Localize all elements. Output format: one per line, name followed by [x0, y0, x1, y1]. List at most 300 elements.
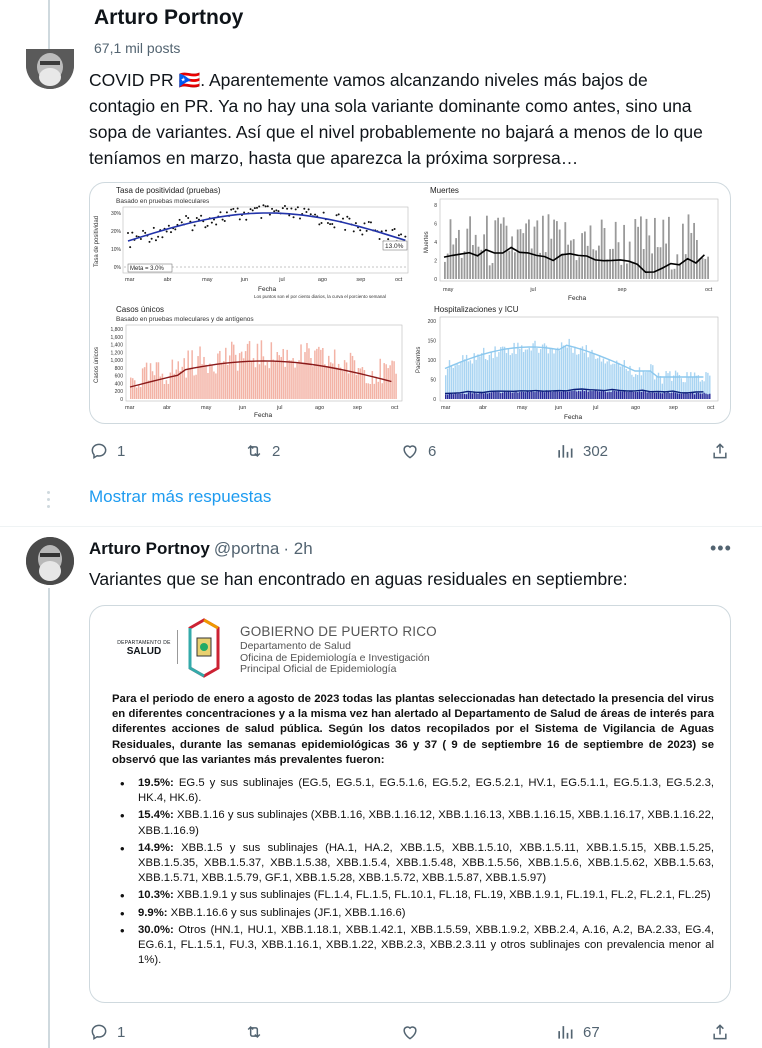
p4-icu-bar	[662, 393, 663, 399]
p1-last: 13.0%	[385, 243, 404, 250]
p3-bar	[235, 355, 237, 399]
p1-point	[385, 230, 387, 232]
p1-point	[299, 218, 301, 220]
p4-tick: oct	[707, 405, 715, 411]
p3-bar	[332, 363, 334, 399]
p4-icu-bar	[690, 393, 691, 399]
p2-bar	[699, 258, 701, 279]
p1-tick: may	[202, 277, 213, 283]
p3-bar	[164, 384, 166, 399]
repost-icon	[244, 441, 264, 461]
p2-bar	[668, 217, 670, 279]
p3-bar	[304, 352, 306, 399]
p4-icu-bar	[447, 395, 448, 399]
p4-icu-bar	[616, 391, 617, 399]
p3-ytick: 0	[120, 397, 123, 403]
p2-bar	[578, 257, 580, 279]
p1-point	[140, 238, 142, 240]
p3-bar	[237, 371, 239, 399]
p4-icu-bar	[684, 393, 685, 399]
p1-point	[207, 225, 209, 227]
p4-ytick: 200	[427, 319, 436, 325]
p4-icu-bar	[548, 391, 549, 399]
p3-bar	[172, 360, 174, 399]
p1-point	[282, 207, 284, 209]
p3-bar	[372, 371, 374, 399]
p1-point	[336, 214, 338, 216]
p4-icu-bar	[481, 393, 482, 399]
p1-point	[219, 211, 221, 213]
p4-icu-bar	[593, 391, 594, 399]
chart-image[interactable]	[89, 182, 731, 424]
p3-ytick: 1,200	[110, 350, 123, 357]
p3-ytick: 800	[114, 365, 123, 372]
p1-point	[142, 230, 144, 232]
p4-icu-bar	[591, 391, 592, 399]
p3-bar	[265, 365, 267, 399]
p3-bar	[340, 368, 342, 399]
p3-bar	[385, 364, 387, 399]
views-count: 67	[583, 1023, 600, 1041]
p1-point	[245, 219, 247, 221]
p4-icu-bar	[529, 392, 530, 399]
p3-bar	[288, 360, 290, 399]
p1-tick: jul	[279, 277, 285, 283]
p3-bar	[356, 375, 358, 399]
p3-bar	[251, 361, 253, 399]
p4-icu-bar	[519, 392, 520, 399]
p4-icu-bar	[456, 394, 457, 399]
p3-bar	[247, 344, 249, 399]
p1-point	[168, 225, 170, 227]
p1-point	[166, 231, 168, 233]
p2-bar	[464, 251, 466, 279]
p2-bar	[520, 229, 522, 279]
p4-icu-bar	[656, 393, 657, 399]
p4-icu-bar	[692, 393, 693, 399]
p4-icu-bar	[610, 392, 611, 399]
p2-bar	[492, 263, 494, 279]
p3-bar	[178, 361, 180, 399]
p4-icu-bar	[586, 390, 587, 399]
p2-bar	[643, 249, 645, 279]
p2-bar	[679, 264, 681, 279]
p4-bar	[460, 362, 461, 399]
p1-point	[314, 214, 316, 216]
p3-bar	[290, 360, 292, 399]
p4-icu-bar	[523, 392, 524, 399]
p3-bar	[350, 353, 352, 399]
p4-ytick: 150	[427, 338, 436, 345]
p1-point	[327, 222, 329, 224]
p2-bar	[604, 228, 606, 279]
p2-bar	[637, 227, 639, 279]
p4-icu-bar	[582, 390, 583, 399]
p3-bar	[282, 349, 284, 399]
p4-icu-bar	[669, 393, 670, 399]
p4-icu-bar	[508, 391, 509, 399]
p1-xlabel: Fecha	[258, 286, 277, 293]
p1-point	[265, 205, 267, 207]
p4-icu-bar	[622, 392, 623, 399]
p1-point	[230, 209, 232, 211]
p3-bar	[277, 352, 279, 399]
p4-icu-bar	[504, 391, 505, 399]
p2-bar	[553, 220, 555, 279]
p1-point	[226, 211, 228, 213]
p3-bar	[138, 385, 140, 399]
covid-charts	[90, 183, 731, 424]
author-name[interactable]: Arturo Portnoy	[89, 539, 210, 558]
gov-line1: Departamento de Salud	[240, 640, 351, 652]
avatar-2[interactable]	[26, 537, 74, 585]
p3-bar	[292, 358, 294, 399]
like-button-2[interactable]	[400, 1022, 428, 1042]
p1-title: Tasa de positividad (pruebas)	[116, 186, 221, 195]
p4-tick: ago	[631, 405, 641, 411]
p2-bar	[450, 219, 452, 279]
gov-title: GOBIERNO DE PUERTO RICO	[240, 624, 437, 639]
share-button[interactable]	[710, 441, 730, 461]
p4-icu-bar	[631, 391, 632, 399]
p3-bar	[132, 378, 134, 399]
p3-bar	[354, 360, 356, 399]
like-button[interactable]	[400, 441, 436, 461]
share-button-2[interactable]	[710, 1022, 730, 1042]
views-button[interactable]	[555, 441, 608, 461]
p4-icu-bar	[681, 394, 682, 399]
gov-lines	[240, 641, 430, 676]
p3-bar	[146, 363, 148, 399]
p4-icu-bar	[705, 394, 706, 399]
p1-point	[323, 212, 325, 214]
p3-ytick: 1,000	[110, 358, 123, 365]
p2-tick: oct	[705, 287, 713, 293]
p3-bar	[344, 360, 346, 399]
p4-ytick: 50	[430, 377, 436, 384]
p1-point	[185, 215, 187, 217]
p1-point	[187, 217, 189, 219]
p3-bar	[195, 375, 197, 399]
p3-bar	[203, 357, 205, 399]
p2-title: Muertes	[430, 186, 459, 195]
divider	[0, 526, 762, 527]
p3-bar	[152, 371, 154, 399]
p3-bar	[255, 367, 256, 399]
reply-button[interactable]	[89, 441, 125, 461]
p3-bar	[286, 350, 288, 399]
p4-icu-bar	[557, 391, 558, 399]
p4-icu-bar	[667, 392, 668, 399]
panel-hosp	[416, 305, 718, 421]
p4-tick: mar	[441, 405, 451, 411]
p2-bar	[623, 225, 625, 279]
p4-icu-bar	[550, 391, 551, 399]
p2-bar	[455, 238, 457, 279]
p1-tick: abr	[163, 277, 172, 283]
p2-bar	[676, 254, 678, 279]
p4-icu-bar	[578, 391, 579, 399]
p4-icu-bar	[665, 393, 666, 399]
p1-point	[174, 228, 176, 230]
p4-icu-bar	[589, 391, 590, 399]
p4-icu-bar	[629, 391, 630, 399]
p4-icu-bar	[703, 393, 704, 399]
p3-bar	[189, 368, 191, 399]
p4-icu-bar	[626, 392, 627, 399]
p1-point	[237, 207, 239, 209]
p4-icu-bar	[460, 394, 461, 399]
p1-point	[318, 223, 320, 225]
p3-bar	[219, 351, 221, 399]
p3-bar	[231, 342, 233, 399]
p3-bar	[136, 388, 138, 399]
p2-bar	[657, 247, 659, 279]
repost-button[interactable]	[244, 441, 280, 461]
p3-bar	[185, 378, 187, 399]
timestamp[interactable]: · 2h	[283, 539, 313, 558]
p3-bar	[383, 363, 385, 399]
p2-bar	[556, 221, 558, 279]
p1-point	[370, 221, 372, 223]
p1-point	[254, 207, 256, 209]
p4-icu-bar	[650, 393, 651, 399]
p4-icu-bar	[470, 392, 471, 399]
p4-icu-bar	[506, 392, 507, 399]
p2-bar	[620, 265, 622, 279]
p3-tick: may	[201, 405, 212, 411]
p4-icu-bar	[563, 391, 564, 399]
p4-icu-bar	[515, 391, 516, 399]
p2-bar	[469, 216, 471, 279]
gov-line3: Principal Oficial de Epidemiología	[240, 663, 397, 675]
p2-bar	[576, 260, 578, 279]
variant-item: • 15.4%: XBB.1.16 y sus sublinajes (XBB.1.16, XBB.1.16.12, XBB.1.16.13, XBB.1.16.15, XBB.1.16.17, XBB.1.16.22, XBB.1.16.9)	[112, 808, 714, 838]
p1-point	[211, 222, 213, 224]
p2-bar	[525, 223, 527, 279]
p2-bar	[517, 229, 519, 279]
p2-ytick: 8	[434, 203, 437, 209]
p3-bar	[296, 363, 298, 399]
p1-point	[391, 229, 393, 231]
thread-line-2	[48, 588, 50, 1048]
p4-icu-bar	[498, 392, 499, 399]
p1-point	[342, 218, 344, 220]
reply-button-2[interactable]	[89, 1022, 125, 1042]
p2-bar	[612, 249, 614, 279]
p4-icu-bar	[445, 395, 446, 399]
p1-point	[222, 219, 224, 221]
p3-bar	[376, 377, 378, 399]
p2-bar	[702, 258, 704, 279]
p1-point	[368, 221, 370, 223]
p2-ylabel: Muertes	[424, 231, 430, 253]
p2-bar	[688, 214, 690, 279]
p2-bar	[497, 218, 499, 279]
views-button-2[interactable]	[555, 1022, 600, 1042]
p1-tick: sep	[356, 277, 366, 283]
p3-bar	[215, 373, 217, 399]
p3-bar	[180, 371, 182, 399]
p1-point	[149, 241, 151, 243]
p3-bar	[306, 343, 308, 399]
p1-point	[136, 235, 138, 237]
p3-bar	[267, 362, 269, 399]
p3-bar	[166, 380, 168, 399]
p3-bar	[334, 350, 336, 399]
p2-bar	[595, 250, 597, 279]
p3-bar	[395, 374, 397, 399]
p1-point	[295, 208, 297, 210]
p2-bar	[634, 219, 636, 279]
p2-bar	[447, 254, 449, 279]
p4-icu-bar	[686, 393, 687, 399]
p4-icu-bar	[500, 393, 501, 399]
p3-bar	[298, 360, 300, 399]
p4-icu-bar	[688, 394, 689, 399]
p4-icu-bar	[643, 391, 644, 399]
p1-point	[258, 205, 260, 207]
p2-bar	[536, 220, 538, 279]
p4-icu-bar	[540, 392, 541, 399]
p4-icu-bar	[502, 393, 503, 399]
repost-button-2[interactable]	[244, 1022, 272, 1042]
p4-icu-bar	[633, 392, 634, 399]
p4-icu-bar	[679, 394, 680, 399]
p3-bar	[320, 350, 322, 399]
avatar[interactable]	[26, 49, 74, 89]
p1-point	[293, 216, 295, 218]
p1-point	[310, 213, 312, 215]
p3-bar	[211, 364, 213, 399]
p2-bar	[606, 259, 608, 279]
document-image[interactable]	[89, 605, 731, 1003]
p3-bar	[225, 348, 227, 399]
p4-bar	[506, 353, 507, 399]
p4-icu-bar	[494, 392, 495, 399]
p1-point	[200, 215, 202, 217]
heart-icon	[400, 1022, 420, 1042]
p3-bar	[280, 357, 282, 399]
p4-tick: jul	[593, 405, 599, 411]
p4-icu-bar	[654, 393, 655, 399]
p1-ytick: 30%	[110, 211, 121, 217]
p1-point	[353, 230, 355, 232]
p4-icu-bar	[612, 390, 613, 399]
p4-icu-bar	[675, 393, 676, 399]
p3-bar	[368, 383, 370, 399]
p4-icu-bar	[475, 393, 476, 399]
reply-icon	[89, 1022, 109, 1042]
p2-bar	[542, 216, 544, 279]
p4-icu-bar	[544, 392, 545, 399]
p2-bar	[640, 216, 642, 279]
avatar-photo-icon	[26, 49, 74, 89]
p2-bar	[651, 253, 653, 279]
p3-bar	[162, 374, 164, 399]
p3-bar	[154, 375, 156, 399]
p1-point	[224, 220, 226, 222]
p3-ylabel: Casos únicos	[94, 346, 100, 383]
gov-line2: Oficina de Epidemiología e Investigación	[240, 651, 430, 664]
p4-bar	[483, 348, 484, 399]
p4-icu-bar	[462, 393, 463, 399]
p1-point	[181, 221, 183, 223]
p4-title: Hospitalizaciones y ICU	[434, 305, 519, 314]
p2-bar	[478, 247, 480, 279]
p2-bar	[570, 240, 572, 279]
p3-bar	[389, 365, 391, 399]
p2-bar	[682, 224, 684, 279]
dept-small: DEPARTAMENTO DE	[117, 640, 171, 646]
p4-icu-bar	[671, 393, 672, 399]
p4-bar	[487, 360, 488, 399]
p4-bar	[464, 359, 465, 399]
variant-item: • 19.5%: EG.5 y sus sublinajes (EG.5, EG.5.1, EG.5.1.6, EG.5.2, EG.5.2.1, HV.1, EG.5.1.1, EG.5.1.3, EG.5.2.3, HK.4, HK.6).	[112, 776, 714, 806]
p1-point	[153, 227, 155, 229]
p4-icu-bar	[510, 392, 511, 399]
p2-bar	[567, 245, 569, 279]
p1-note: Los puntos son el por ciento diarios, la curva el porciento semanal	[254, 294, 386, 299]
p4-icu-bar	[597, 391, 598, 399]
p1-subtitle: Basado en pruebas moleculares	[116, 198, 210, 205]
p3-bar	[387, 368, 389, 399]
p4-icu-bar	[608, 392, 609, 399]
p4-icu-bar	[570, 391, 571, 399]
p3-bar	[213, 372, 215, 399]
p2-bar	[562, 253, 564, 279]
p4-bar	[475, 360, 476, 399]
p4-icu-bar	[468, 392, 469, 399]
p4-icu-bar	[574, 390, 575, 399]
p2-tick: sep	[617, 287, 627, 293]
p4-tick: jun	[555, 405, 563, 411]
p4-icu-bar	[487, 394, 488, 399]
p2-bar	[461, 258, 463, 279]
author-handle[interactable]: @portna	[213, 539, 280, 558]
p4-tick: sep	[669, 405, 678, 411]
p2-bar	[654, 218, 656, 279]
p1-point	[129, 246, 131, 248]
more-options-icon[interactable]: •••	[710, 538, 732, 558]
p1-point	[239, 218, 241, 220]
share-icon	[710, 441, 730, 461]
show-more-replies-link[interactable]: Mostrar más respuestas	[89, 487, 272, 506]
p4-icu-bar	[464, 394, 465, 399]
p3-ytick: 200	[114, 389, 123, 396]
p4-icu-bar	[512, 393, 513, 399]
p3-bar	[233, 345, 235, 399]
p3-bar	[366, 383, 368, 399]
p4-icu-bar	[707, 394, 708, 399]
p1-point	[278, 210, 280, 212]
p2-bar	[592, 249, 594, 279]
p1-point	[260, 217, 262, 219]
p4-icu-bar	[698, 393, 699, 399]
p4-tick: abr	[479, 405, 487, 411]
p1-point	[256, 207, 258, 209]
p4-icu-bar	[483, 394, 484, 399]
p3-bar	[263, 356, 265, 399]
p4-icu-bar	[694, 394, 695, 399]
p1-point	[127, 232, 129, 234]
p4-icu-bar	[645, 391, 646, 399]
p2-tick: may	[443, 287, 454, 293]
p3-bar	[346, 362, 348, 399]
tweet-text: COVID PR 🇵🇷. Aparentemente vamos alcanzando niveles más bajos de contagio en PR. Ya no hay una sola variante dominante como antes, sino una sopa de variantes. Así que el nivel probablemente no bajará a menos de lo que teníamos en marzo, hasta que aparezca la próxima sorpresa…	[89, 70, 703, 168]
p3-bar	[174, 374, 176, 399]
p4-bar	[447, 369, 448, 399]
